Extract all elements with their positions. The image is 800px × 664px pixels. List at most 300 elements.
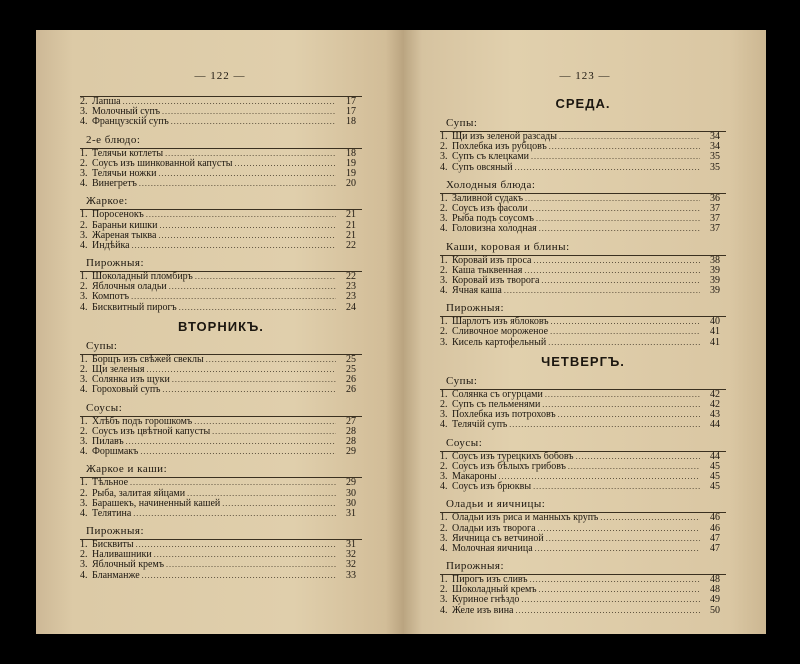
dish-number: 4. bbox=[80, 178, 88, 190]
dish-page-number: 45 bbox=[710, 460, 720, 472]
dot-leader bbox=[533, 256, 700, 266]
dot-leader bbox=[576, 452, 700, 462]
dish-name: Телятина bbox=[92, 507, 132, 519]
dish-number: 1. bbox=[440, 192, 448, 204]
dot-leader bbox=[509, 420, 700, 430]
dish-list bbox=[80, 354, 362, 396]
dish-number: 4. bbox=[80, 507, 88, 519]
dish-name: Солянка изъ щуки bbox=[92, 374, 170, 386]
dot-leader bbox=[533, 482, 700, 492]
course-heading: Соусы: bbox=[86, 401, 123, 414]
dish-name: Похлебка изъ рубцовъ bbox=[452, 141, 547, 153]
dish-name: Пилавъ bbox=[92, 435, 124, 447]
dish-page-number: 47 bbox=[710, 542, 720, 554]
dot-leader bbox=[549, 142, 700, 152]
dish-entry bbox=[440, 482, 726, 492]
dish-page-number: 41 bbox=[710, 326, 720, 338]
dish-page-number: 35 bbox=[710, 151, 720, 163]
dot-leader bbox=[136, 540, 336, 550]
dish-name: Компотъ bbox=[92, 291, 130, 303]
dish-name: Рыба, залитая яйцами bbox=[92, 487, 186, 499]
dish-name: Телячій супъ bbox=[452, 419, 508, 431]
course-heading: Супы: bbox=[446, 374, 478, 387]
dot-leader bbox=[162, 385, 336, 395]
dish-name: Бараньи кишки bbox=[92, 219, 158, 231]
dish-number: 1. bbox=[80, 353, 88, 365]
dot-leader bbox=[179, 303, 336, 313]
dot-leader bbox=[545, 390, 700, 400]
dish-page-number: 37 bbox=[710, 202, 720, 214]
dish-number: 1. bbox=[440, 512, 448, 524]
dot-leader bbox=[538, 524, 700, 534]
dish-name: Головизна холодная bbox=[452, 223, 537, 235]
dish-number: 3. bbox=[440, 532, 448, 544]
dish-name: Французскій супъ bbox=[92, 116, 169, 128]
dish-page-number: 47 bbox=[710, 532, 720, 544]
dish-page-number: 17 bbox=[346, 106, 356, 118]
dish-number: 1. bbox=[80, 415, 88, 427]
course-heading: Соусы: bbox=[446, 436, 483, 449]
dish-list bbox=[80, 96, 362, 128]
dot-leader bbox=[158, 231, 336, 241]
dish-page-number: 46 bbox=[710, 522, 720, 534]
dot-leader bbox=[542, 400, 700, 410]
dish-name: Яичница съ ветчиной bbox=[452, 532, 544, 544]
dot-leader bbox=[154, 550, 336, 560]
dish-name: Борщъ изъ свѣжей свеклы bbox=[92, 353, 204, 365]
dish-number: 2. bbox=[80, 487, 88, 499]
dot-leader bbox=[160, 221, 336, 231]
dish-name: Лапша bbox=[92, 96, 121, 107]
dot-leader bbox=[162, 107, 336, 117]
dish-number: 3. bbox=[440, 274, 448, 286]
right-page bbox=[404, 30, 766, 634]
dish-entry bbox=[80, 509, 362, 519]
dot-leader bbox=[222, 499, 336, 509]
dish-name: Соусъ изъ цвѣтной капусты bbox=[92, 425, 211, 437]
dish-page-number: 25 bbox=[346, 353, 356, 365]
dish-page-number: 36 bbox=[710, 192, 720, 204]
dish-name: Молочный супъ bbox=[92, 106, 161, 118]
dish-name: Ячная каша bbox=[452, 285, 502, 297]
dish-name: Каша тыквенная bbox=[452, 264, 523, 276]
dish-number: 4. bbox=[80, 446, 88, 458]
dish-number: 2. bbox=[80, 364, 88, 375]
dish-number: 3. bbox=[440, 594, 448, 606]
dish-number: 2. bbox=[80, 281, 88, 293]
dish-number: 1. bbox=[80, 147, 88, 159]
dish-entry bbox=[80, 447, 362, 457]
dot-leader bbox=[530, 204, 700, 214]
dish-list bbox=[440, 389, 726, 431]
dish-name: Щи зеленыя bbox=[92, 364, 145, 375]
dish-name: Супъ овсяный bbox=[452, 161, 513, 173]
dish-page-number: 39 bbox=[710, 285, 720, 297]
dish-name: Супъ съ клецками bbox=[452, 151, 530, 163]
dish-list bbox=[440, 193, 726, 235]
dish-list bbox=[80, 148, 362, 190]
dish-number: 3. bbox=[80, 167, 88, 179]
dish-page-number: 34 bbox=[710, 131, 720, 142]
day-heading: ЧЕТВЕРГЪ. bbox=[541, 353, 625, 369]
dish-entry bbox=[440, 163, 726, 173]
dish-number: 3. bbox=[80, 229, 88, 241]
dot-leader bbox=[531, 152, 700, 162]
left-page bbox=[36, 30, 404, 634]
dot-leader bbox=[548, 338, 700, 348]
dish-name: Бисквитный пирогъ bbox=[92, 301, 177, 313]
dish-page-number: 32 bbox=[346, 559, 356, 571]
dish-number: 2. bbox=[440, 141, 448, 153]
dot-leader bbox=[139, 179, 336, 189]
dish-page-number: 31 bbox=[346, 507, 356, 519]
dot-leader bbox=[146, 210, 336, 220]
course-heading: Пирожныя: bbox=[446, 302, 505, 315]
dish-page-number: 26 bbox=[346, 384, 356, 396]
menu-contents bbox=[80, 96, 362, 587]
dish-page-number: 26 bbox=[346, 374, 356, 386]
dish-page-number: 32 bbox=[346, 549, 356, 561]
course-heading: 2-е блюдо: bbox=[86, 133, 141, 146]
dish-number: 2. bbox=[440, 264, 448, 276]
dish-number: 1. bbox=[80, 209, 88, 221]
dot-leader bbox=[130, 478, 336, 488]
dish-number: 4. bbox=[80, 116, 88, 128]
dish-number: 3. bbox=[80, 559, 88, 571]
dish-page-number: 44 bbox=[710, 450, 720, 462]
dish-page-number: 37 bbox=[710, 213, 720, 225]
dish-page-number: 48 bbox=[710, 574, 720, 586]
dish-name: Кисель картофельный bbox=[452, 336, 547, 348]
course-heading: Пирожныя: bbox=[446, 560, 505, 573]
course-heading: Супы: bbox=[446, 117, 478, 129]
dish-page-number: 45 bbox=[710, 481, 720, 493]
dish-name: Соусъ изъ фасоли bbox=[452, 202, 528, 214]
dish-name: Пирогъ изъ сливъ bbox=[452, 574, 528, 586]
dish-name: Индѣйка bbox=[92, 239, 130, 251]
dish-page-number: 50 bbox=[710, 604, 720, 616]
dish-list bbox=[80, 209, 362, 251]
dot-leader bbox=[234, 159, 336, 169]
dish-name: Оладьи изъ риса и манныхъ крупъ bbox=[452, 512, 599, 524]
dish-number: 4. bbox=[80, 239, 88, 251]
dish-page-number: 48 bbox=[710, 584, 720, 596]
dot-leader bbox=[206, 355, 336, 365]
dish-number: 3. bbox=[80, 374, 88, 386]
course-heading: Жаркое и каши: bbox=[86, 463, 168, 476]
dish-entry bbox=[440, 338, 726, 348]
dish-name: Соусъ изъ турецкихъ бобовъ bbox=[452, 450, 574, 462]
dot-leader bbox=[171, 117, 336, 127]
dish-number: 1. bbox=[440, 316, 448, 328]
dish-name: Телячьи котлеты bbox=[92, 147, 164, 159]
dish-list bbox=[440, 316, 726, 348]
course-heading: Каши, коровая и блины: bbox=[446, 240, 570, 253]
dish-number: 4. bbox=[440, 161, 448, 173]
dish-list bbox=[80, 477, 362, 519]
dish-entry bbox=[80, 303, 362, 313]
dish-name: Жареная тыква bbox=[92, 229, 157, 241]
dish-number: 3. bbox=[80, 106, 88, 118]
dot-leader bbox=[539, 585, 700, 595]
dish-page-number: 27 bbox=[346, 415, 356, 427]
dish-number: 2. bbox=[440, 522, 448, 534]
dish-name: Сливочное мороженое bbox=[452, 326, 549, 338]
dish-name: Соусъ изъ бѣлыхъ грибовъ bbox=[452, 460, 566, 472]
dish-number: 3. bbox=[80, 497, 88, 509]
dish-page-number: 18 bbox=[346, 116, 356, 128]
dish-page-number: 17 bbox=[346, 96, 356, 107]
dish-name: Коровай изъ проса bbox=[452, 254, 532, 266]
dot-leader bbox=[515, 163, 700, 173]
dish-page-number: 41 bbox=[710, 336, 720, 348]
dish-page-number: 30 bbox=[346, 497, 356, 509]
dot-leader bbox=[535, 544, 700, 554]
dish-page-number: 21 bbox=[346, 229, 356, 241]
dish-number: 1. bbox=[80, 271, 88, 283]
dish-list bbox=[80, 539, 362, 581]
dish-name: Соусъ изъ шинкованной капусты bbox=[92, 157, 233, 169]
dish-name: Телячьи ножки bbox=[92, 167, 157, 179]
dish-number: 3. bbox=[440, 470, 448, 482]
dish-page-number: 30 bbox=[346, 487, 356, 499]
dish-page-number: 42 bbox=[710, 399, 720, 410]
dish-number: 4. bbox=[80, 569, 88, 581]
dish-name: Щи изъ зеленой разсады bbox=[452, 131, 557, 142]
dot-leader bbox=[536, 214, 700, 224]
dot-leader bbox=[194, 417, 336, 427]
dot-leader bbox=[158, 169, 336, 179]
dish-list bbox=[80, 271, 362, 313]
day-heading: ВТОРНИКЪ. bbox=[178, 318, 264, 334]
dish-page-number: 28 bbox=[346, 435, 356, 447]
dish-list bbox=[80, 416, 362, 458]
dot-leader bbox=[142, 571, 336, 581]
dish-name: Винегретъ bbox=[92, 178, 137, 190]
dot-leader bbox=[166, 560, 336, 570]
dish-name: Бисквиты bbox=[92, 539, 134, 551]
dish-name: Рыба подъ соусомъ bbox=[452, 213, 534, 225]
dish-entry bbox=[440, 224, 726, 234]
dish-name: Тѣльное bbox=[92, 477, 129, 489]
dish-name: Заливной судакъ bbox=[452, 192, 524, 204]
dish-number: 2. bbox=[80, 96, 88, 107]
dish-page-number: 22 bbox=[346, 239, 356, 251]
open-book bbox=[36, 30, 766, 634]
dish-page-number: 49 bbox=[710, 594, 720, 606]
dot-leader bbox=[146, 365, 336, 375]
dish-number: 1. bbox=[440, 254, 448, 266]
dot-leader bbox=[132, 241, 336, 251]
dish-page-number: 33 bbox=[346, 569, 356, 581]
dish-number: 4. bbox=[440, 604, 448, 616]
dish-page-number: 19 bbox=[346, 157, 356, 169]
dish-name: Барашекъ, начиненный кашей bbox=[92, 497, 221, 509]
dish-number: 3. bbox=[440, 336, 448, 348]
dish-number: 2. bbox=[440, 584, 448, 596]
course-heading: Супы: bbox=[86, 339, 118, 352]
dish-page-number: 34 bbox=[710, 141, 720, 153]
dish-entry bbox=[440, 286, 726, 296]
dish-page-number: 29 bbox=[346, 477, 356, 489]
dish-number: 2. bbox=[440, 202, 448, 214]
dish-name: Шарлотъ изъ яблоковъ bbox=[452, 316, 549, 328]
dish-page-number: 24 bbox=[346, 301, 356, 313]
dish-page-number: 21 bbox=[346, 209, 356, 221]
dish-number: 3. bbox=[440, 213, 448, 225]
dish-page-number: 44 bbox=[710, 419, 720, 431]
dish-number: 3. bbox=[440, 151, 448, 163]
dish-page-number: 25 bbox=[346, 364, 356, 375]
dish-name: Супъ съ пельменями bbox=[452, 399, 541, 410]
dot-leader bbox=[546, 534, 700, 544]
dish-page-number: 29 bbox=[346, 446, 356, 458]
dot-leader bbox=[550, 327, 700, 337]
dish-name: Солянка съ огурцами bbox=[452, 388, 543, 400]
dish-name: Шоколадный кремъ bbox=[452, 584, 537, 596]
dish-page-number: 35 bbox=[710, 161, 720, 173]
dish-name: Наливашники bbox=[92, 549, 152, 561]
dish-name: Макароны bbox=[452, 470, 497, 482]
dot-leader bbox=[169, 282, 336, 292]
dish-page-number: 46 bbox=[710, 512, 720, 524]
dish-name: Гороховый супъ bbox=[92, 384, 161, 396]
dish-number: 2. bbox=[440, 460, 448, 472]
dish-entry bbox=[440, 420, 726, 430]
dish-page-number: 38 bbox=[710, 254, 720, 266]
page-number: — 122 — bbox=[194, 70, 246, 82]
dish-number: 4. bbox=[440, 285, 448, 297]
dot-leader bbox=[504, 286, 700, 296]
dish-number: 1. bbox=[80, 477, 88, 489]
dot-leader bbox=[551, 317, 700, 327]
dish-name: Поросенокъ bbox=[92, 209, 144, 221]
dot-leader bbox=[530, 575, 700, 585]
dish-page-number: 22 bbox=[346, 271, 356, 283]
course-heading: Жаркое: bbox=[86, 195, 128, 208]
dish-number: 4. bbox=[80, 384, 88, 396]
dish-name: Хлѣбъ подъ горошкомъ bbox=[92, 415, 193, 427]
dish-page-number: 28 bbox=[346, 425, 356, 437]
dish-name: Похлебка изъ потроховъ bbox=[452, 409, 556, 421]
course-heading: Оладьи и яичницы: bbox=[446, 498, 546, 511]
dish-number: 2. bbox=[80, 425, 88, 437]
dot-leader bbox=[600, 513, 700, 523]
dot-leader bbox=[515, 606, 700, 616]
dish-list bbox=[440, 451, 726, 493]
dish-entry bbox=[440, 544, 726, 554]
dish-number: 2. bbox=[80, 549, 88, 561]
dish-page-number: 40 bbox=[710, 316, 720, 328]
dish-page-number: 31 bbox=[346, 539, 356, 551]
dish-number: 2. bbox=[80, 219, 88, 231]
dot-leader bbox=[524, 266, 700, 276]
dot-leader bbox=[172, 375, 336, 385]
page-number: — 123 — bbox=[559, 70, 611, 82]
dish-entry bbox=[440, 513, 726, 523]
dish-entry bbox=[80, 571, 362, 581]
dish-number: 1. bbox=[440, 131, 448, 142]
dish-number: 4. bbox=[440, 223, 448, 235]
dish-number: 3. bbox=[440, 409, 448, 421]
dot-leader bbox=[140, 447, 336, 457]
dot-leader bbox=[559, 132, 700, 142]
dish-number: 4. bbox=[80, 301, 88, 313]
dish-number: 1. bbox=[440, 388, 448, 400]
menu-contents bbox=[440, 96, 726, 622]
dish-number: 2. bbox=[80, 157, 88, 169]
dish-page-number: 37 bbox=[710, 223, 720, 235]
dot-leader bbox=[521, 595, 700, 605]
dish-number: 2. bbox=[440, 326, 448, 338]
dot-leader bbox=[195, 272, 336, 282]
dish-page-number: 19 bbox=[346, 167, 356, 179]
day-heading: СРЕДА. bbox=[555, 96, 611, 111]
dish-entry bbox=[80, 117, 362, 127]
dish-entry bbox=[80, 385, 362, 395]
dish-name: Яблочныя оладьи bbox=[92, 281, 167, 293]
dish-page-number: 18 bbox=[346, 147, 356, 159]
dish-number: 3. bbox=[80, 291, 88, 303]
dish-number: 1. bbox=[440, 574, 448, 586]
dish-name: Шоколадный пломбиръ bbox=[92, 271, 193, 283]
dish-name: Куриное гнѣздо bbox=[452, 594, 520, 606]
dish-name: Соусъ изъ брюквы bbox=[452, 481, 532, 493]
dot-leader bbox=[539, 224, 700, 234]
dish-number: 1. bbox=[80, 539, 88, 551]
dish-page-number: 39 bbox=[710, 274, 720, 286]
dish-name: Коровай изъ творога bbox=[452, 274, 540, 286]
dish-entry bbox=[80, 179, 362, 189]
dish-entry bbox=[80, 210, 362, 220]
dot-leader bbox=[568, 462, 700, 472]
dish-number: 4. bbox=[440, 542, 448, 554]
dish-name: Желе изъ вина bbox=[452, 604, 514, 616]
dish-page-number: 23 bbox=[346, 291, 356, 303]
dish-entry bbox=[80, 241, 362, 251]
dot-leader bbox=[212, 427, 336, 437]
dish-number: 2. bbox=[440, 399, 448, 410]
dot-leader bbox=[133, 509, 336, 519]
course-heading: Холодныя блюда: bbox=[446, 178, 536, 191]
dish-number: 3. bbox=[80, 435, 88, 447]
dish-number: 4. bbox=[440, 419, 448, 431]
dish-number: 1. bbox=[440, 450, 448, 462]
dot-leader bbox=[126, 437, 336, 447]
dish-list bbox=[440, 574, 726, 616]
dish-name: Молочная яичница bbox=[452, 542, 533, 554]
dish-page-number: 45 bbox=[710, 470, 720, 482]
dish-name: Оладьи изъ творога bbox=[452, 522, 536, 534]
dish-name: Яблочный кремъ bbox=[92, 559, 164, 571]
dish-entry bbox=[440, 606, 726, 616]
dish-page-number: 20 bbox=[346, 178, 356, 190]
dish-number: 4. bbox=[440, 481, 448, 493]
dish-page-number: 42 bbox=[710, 388, 720, 400]
course-heading: Пирожныя: bbox=[86, 257, 145, 270]
dot-leader bbox=[541, 276, 700, 286]
dish-page-number: 39 bbox=[710, 264, 720, 276]
dish-entry bbox=[80, 478, 362, 488]
dot-leader bbox=[558, 410, 700, 420]
dish-page-number: 21 bbox=[346, 219, 356, 231]
dish-page-number: 43 bbox=[710, 409, 720, 421]
dish-list bbox=[440, 512, 726, 554]
dish-name: Форшмакъ bbox=[92, 446, 139, 458]
dish-page-number: 23 bbox=[346, 281, 356, 293]
dot-leader bbox=[525, 194, 700, 204]
dish-list bbox=[440, 255, 726, 297]
